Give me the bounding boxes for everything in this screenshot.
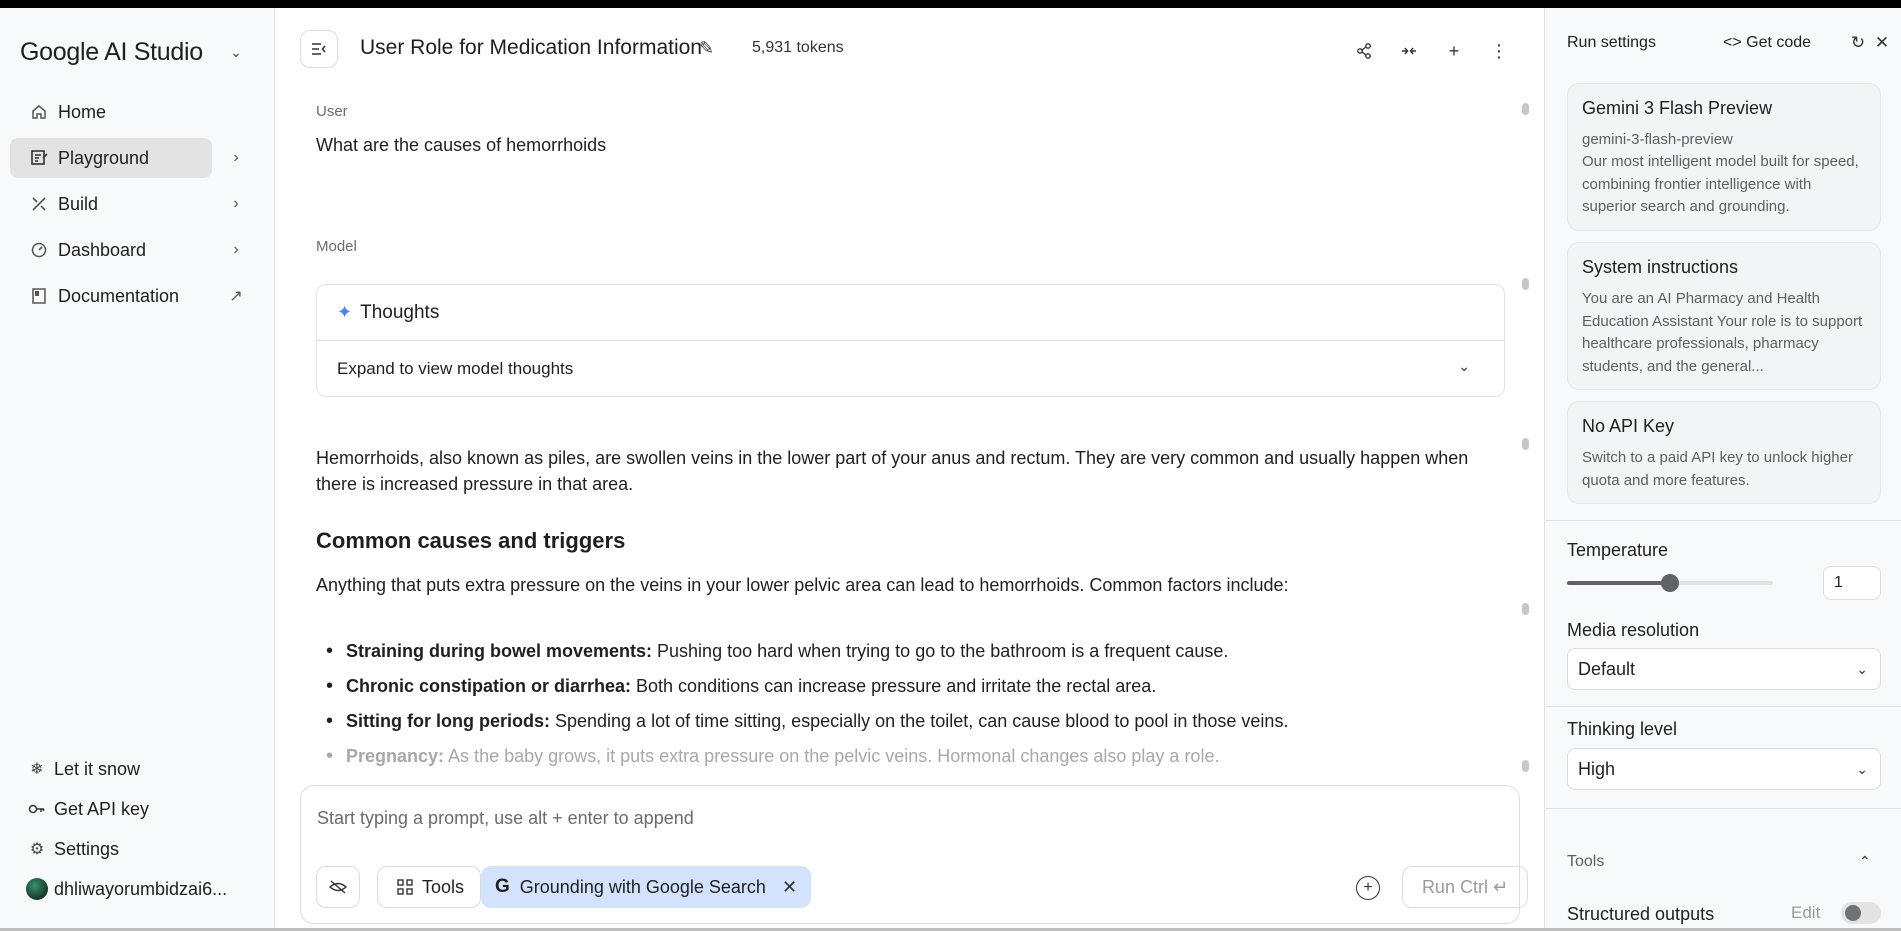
response-lead: Anything that puts extra pressure on the veins in your lower pelvic area can lead to hemorrhoids. Common factors include: [316,575,1289,595]
model-name: Gemini 3 Flash Preview [1582,98,1773,118]
media-resolution-value: Default [1578,658,1636,679]
tools-label: Tools [422,876,465,897]
get-api-key-button[interactable] [26,794,149,824]
model-role-label: Model [316,238,357,255]
sidebar-item-playground[interactable] [10,138,212,178]
tools-button[interactable] [377,866,481,908]
api-key-card[interactable] [1567,401,1881,504]
api-key-title: No API Key [1582,416,1675,436]
page-title[interactable]: User Role for Medication Information [360,36,702,59]
list-item-text: As the baby grows, it puts extra pressure on the pelvic veins. Hormonal changes also play a role. [444,746,1220,766]
list-item-text: Spending a lot of time sitting, especially on the toilet, can cause blood to pool in those veins. [549,711,1289,731]
snowflake-icon: ❄ [30,761,44,778]
chevron-right-icon[interactable]: › [233,241,239,258]
toggle-knob [1845,905,1861,921]
run-settings-panel [1544,8,1901,931]
thoughts-header [317,285,1504,341]
external-link-icon[interactable]: ↗ [229,288,243,305]
brand-logo[interactable]: Google AI Studio [20,37,203,66]
sparkle-icon: ✦ [337,302,353,322]
thinking-level-label: Thinking level [1567,719,1678,739]
chevron-down-icon: ⌄ [1856,661,1868,677]
api-key-description: Switch to a paid API key to unlock higher quota and more features. [1582,449,1853,489]
user-role-label: User [316,103,348,120]
let-it-snow-button[interactable] [26,754,140,784]
list-item [316,708,1496,743]
list-item-text: Both conditions can increase pressure and irritate the rectal area. [631,676,1157,696]
settings-button[interactable] [26,834,119,864]
sidebar-item-home[interactable] [10,92,212,132]
share-icon[interactable] [1351,38,1377,64]
temperature-label: Temperature [1567,540,1669,560]
thinking-level-select[interactable] [1567,748,1881,790]
prompt-composer [300,785,1520,924]
scroll-marker[interactable] [1522,278,1529,290]
settings-icon: ⚙ [29,841,45,858]
get-code-label: Get code [1746,34,1812,51]
token-count: 5,931 tokens [752,39,844,56]
close-icon[interactable]: ✕ [1874,33,1890,52]
sidebar-item-label: Dashboard [58,239,147,260]
structured-outputs-edit-link[interactable]: Edit [1791,903,1821,922]
home-icon [28,101,50,123]
dashboard-icon [28,239,50,261]
chevron-down-icon: ⌄ [1458,358,1470,374]
build-icon [28,193,50,215]
slider-fill [1567,581,1670,585]
response-heading: Common causes and triggers [316,528,626,553]
list-item [316,743,1496,778]
let-it-snow-label: Let it snow [54,758,141,779]
window-top-bar [0,0,1901,8]
list-item-term: Pregnancy: [346,746,445,766]
close-icon[interactable]: ✕ [781,876,798,897]
temperature-slider[interactable] [1567,581,1773,585]
structured-outputs-toggle[interactable] [1841,902,1881,924]
system-instructions-title: System instructions [1582,257,1739,277]
chevron-up-icon[interactable]: ⌃ [1859,853,1871,869]
tools-section-label[interactable]: Tools [1567,853,1605,870]
media-resolution-label: Media resolution [1567,620,1700,640]
divider [1545,808,1901,809]
chat-main [276,8,1544,931]
avatar [26,878,48,900]
thoughts-panel [316,284,1505,397]
divider [1545,520,1901,521]
scroll-marker[interactable] [1522,103,1529,115]
list-item-term: Chronic constipation or diarrhea: [346,676,632,696]
chevron-right-icon[interactable]: › [233,195,239,212]
playground-icon [28,147,50,169]
chevron-down-icon[interactable]: ⌄ [230,43,242,60]
chevron-down-icon: ⌄ [1856,761,1868,777]
get-code-button[interactable] [1723,34,1811,52]
account-name: dhliwayorumbidzai6... [54,878,228,899]
media-resolution-select[interactable] [1567,648,1881,690]
list-item-term: Straining during bowel movements: [346,641,653,661]
left-sidebar [0,8,275,931]
list-item [316,673,1496,708]
more-options-icon[interactable]: ⋮ [1490,40,1508,61]
documentation-icon [28,285,50,307]
settings-label: Settings [54,838,120,859]
hide-icon-button[interactable] [316,866,360,908]
causes-list [316,638,1496,778]
chevron-right-icon[interactable]: › [233,149,239,166]
sidebar-item-label: Playground [58,147,150,168]
run-button[interactable]: Run Ctrl ↵ [1402,866,1528,908]
reset-settings-icon[interactable]: ↻ [1850,33,1866,52]
new-chat-plus-icon[interactable]: + [1448,40,1460,61]
model-description: Our most intelligent model built for speed, combining frontier intelligence with superior search and grounding. [1582,153,1859,215]
expand-thoughts-toggle[interactable] [317,341,1504,396]
expand-thoughts-label: Expand to view model thoughts [337,358,574,378]
sidebar-toggle-button[interactable] [300,30,338,68]
account-button[interactable] [26,874,227,904]
sidebar-item-documentation[interactable] [10,276,212,316]
list-item [316,638,1496,673]
structured-outputs-label: Structured outputs [1567,904,1715,924]
sidebar-item-label: Build [58,193,99,214]
thinking-level-value: High [1578,758,1616,779]
scroll-marker[interactable] [1522,603,1529,615]
list-item-term: Sitting for long periods: [346,711,550,731]
edit-pencil-icon[interactable]: ✎ [699,38,715,58]
scroll-marker[interactable] [1522,760,1529,772]
system-instructions-text: You are an AI Pharmacy and Health Education Assistant Your role is to support healthcare professionals, pharmacy students, and the general... [1582,290,1863,375]
prompt-input[interactable] [317,808,1117,829]
thoughts-title: Thoughts [360,301,440,323]
model-selector-card[interactable] [1567,83,1881,231]
system-instructions-card[interactable] [1567,242,1881,390]
add-media-icon[interactable]: + [1356,876,1380,900]
scroll-marker[interactable] [1522,438,1529,450]
chat-scrollbar[interactable] [1519,103,1531,783]
get-api-key-label: Get API key [54,798,150,819]
list-item-text: Pushing too hard when trying to go to the bathroom is a frequent cause. [652,641,1229,661]
grounding-chip-label: Grounding with Google Search [519,876,766,897]
slider-handle[interactable] [1661,574,1679,592]
code-icon: <> [1723,34,1742,51]
grounding-chip[interactable] [481,866,811,908]
sidebar-item-label: Home [58,101,107,122]
google-g-icon: G [495,876,510,897]
grid-icon [394,876,416,898]
sidebar-item-label: Documentation [58,285,180,306]
sidebar-item-dashboard[interactable] [10,230,212,270]
divider [1545,706,1901,707]
temperature-input[interactable]: 1 [1823,566,1881,600]
response-intro: Hemorrhoids, also known as piles, are swollen veins in the lower part of your anus and rectum. They are very common and usually happen when there is increased pressure in that area. [316,448,1469,494]
user-message: What are the causes of hemorrhoids [316,135,607,155]
run-settings-title: Run settings [1567,34,1656,51]
key-icon [26,798,48,820]
compare-icon[interactable] [1396,38,1422,64]
sidebar-item-build[interactable] [10,184,212,224]
model-id: gemini-3-flash-preview [1582,131,1733,148]
